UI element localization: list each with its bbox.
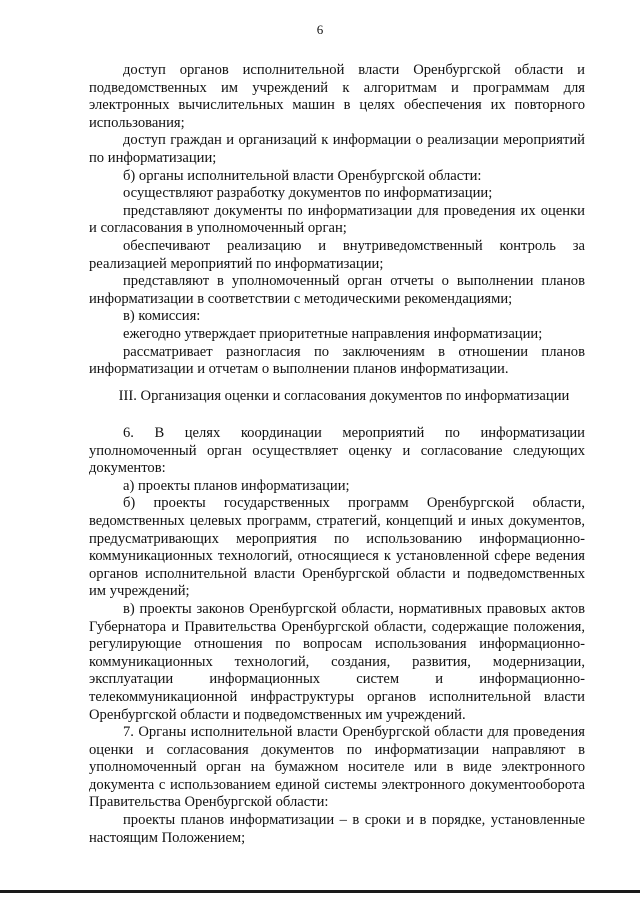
paragraph: проекты планов информатизации – в сроки и в порядке, установленные настоящим Положением; (89, 812, 585, 846)
page-number: 6 (316, 22, 324, 37)
document-body-top (89, 62, 585, 379)
paragraph: обеспечивают реализацию и внутриведомственный контроль за реализацией мероприятий по информатизации; (89, 237, 585, 272)
paragraph: доступ граждан и организаций к информации о реализации мероприятий по информатизации; (89, 132, 585, 166)
page-bottom-border (0, 890, 640, 893)
paragraph: ежегодно утверждает приоритетные направления информатизации; (123, 325, 543, 342)
paragraph: рассматривает разногласия по заключениям в отношении планов информатизации и отчетам о выполнении планов информатизации. (89, 343, 585, 378)
paragraph: доступ органов исполнительной власти Оренбургской области и подведомственных им учреждений к алгоритмам и программам для электронных вычислительных машин в целях обеспечения их повторного использования; (89, 62, 585, 131)
paragraph: осуществляют разработку документов по информатизации; (123, 185, 493, 202)
paragraph: 7. Органы исполнительной власти Оренбургской области для проведения оценки и согласования документов по информатизации направляют в уполномоченный орган на бумажном носителе или в виде электронного документа с использованием единой системы электронного документооборота Правительства Оренбургской области: (89, 724, 585, 811)
paragraph: а) проекты планов информатизации; (123, 477, 350, 494)
paragraph: 6. В целях координации мероприятий по информатизации уполномоченный орган осуществляет оценку и согласование следующих документов: (89, 425, 585, 477)
paragraph: представляют в уполномоченный орган отчеты о выполнении планов информатизации в соответствии с методическими рекомендациями; (89, 273, 585, 307)
section-heading: III. Организация оценки и согласования документов по информатизации (118, 388, 570, 404)
paragraph: б) органы исполнительной власти Оренбургской области: (123, 167, 482, 184)
document-body-bottom (89, 425, 585, 847)
paragraph: в) комиссия: (123, 308, 201, 325)
paragraph: представляют документы по информатизации для проведения их оценки и согласования в уполномоченный орган; (89, 202, 585, 237)
paragraph: б) проекты государственных программ Оренбургской области, ведомственных целевых программ, стратегий, концепций и иных документов, предусматривающих мероприятия по использованию информационно-коммуникационных технологий, относящиеся к установленной сфере ведения органов исполнительной власти Оренбургской области и подведомственных им учреждений; (89, 495, 585, 600)
paragraph: в) проекты законов Оренбургской области, нормативных правовых актов Губернатора и Правительства Оренбургской области, содержащие положения, регулирующие отношения по вопросам использования информационно-коммуникационных технологий, создания, развития, модернизации, эксплуатации информационных систем и информационно-телекоммуникационной инфраструктуры органов исполнительной власти Оренбургской области и подведомственных им учреждений. (89, 600, 585, 723)
